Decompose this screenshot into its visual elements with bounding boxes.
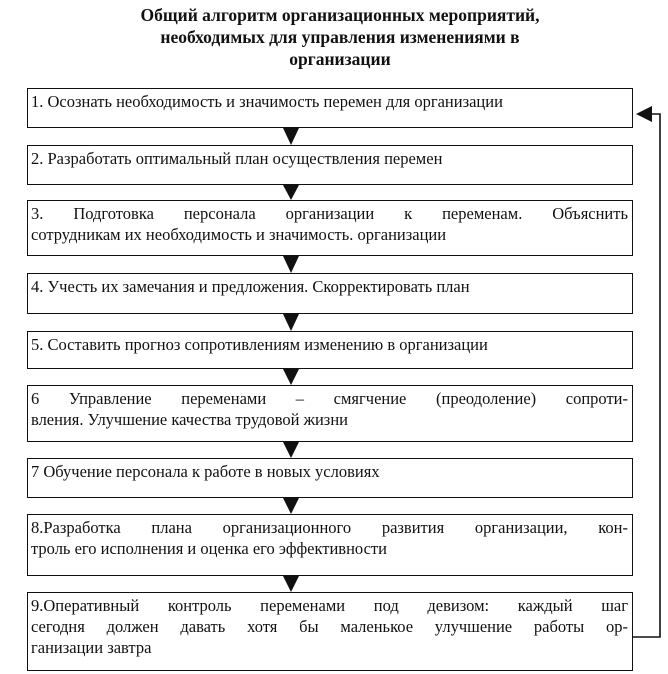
step-3-line-1: 3. Подготовка персонала организации к переменам. Объяснить <box>31 204 628 223</box>
feedback-loop <box>633 114 660 637</box>
step-8-line-1: 8.Разработка плана организационного развития организации, кон- <box>31 518 628 537</box>
step-9-line-1: 9.Оперативный контроль переменами под девизом: каждый шаг <box>31 596 628 615</box>
step-box-7 <box>27 458 633 498</box>
feedback-arrowhead <box>636 106 652 122</box>
step-box-9 <box>27 592 633 671</box>
step-8-line-2: троль его исполнения и оценка его эффективности <box>31 539 387 558</box>
step-2-line-1: 2. Разработать оптимальный план осуществления перемен <box>31 149 443 168</box>
step-box-3 <box>27 200 633 256</box>
title-line-2: необходимых для управления изменениями в <box>160 27 520 47</box>
arrow-3-4 <box>283 256 299 273</box>
step-box-4 <box>27 273 633 314</box>
step-box-6 <box>27 385 633 442</box>
arrow-1-2 <box>283 128 299 145</box>
step-4-line-1: 4. Учесть их замечания и предложения. Скорректировать план <box>31 277 470 296</box>
step-5-line-1: 5. Составить прогноз сопротивлениям изменению в организации <box>31 335 488 354</box>
arrow-4-5 <box>283 314 299 331</box>
step-box-5 <box>27 331 633 369</box>
arrow-2-3 <box>283 185 299 200</box>
step-1-line-1: 1. Осознать необходимость и значимость перемен для организации <box>31 92 503 111</box>
title-line-1: Общий алгоритм организационных мероприятий, <box>140 5 540 25</box>
step-6-line-1: 6 Управление переменами – смягчение (преодоление) сопроти- <box>31 389 628 408</box>
step-box-1 <box>27 88 633 128</box>
step-9-line-3: ганизации завтра <box>31 638 152 657</box>
arrow-6-7 <box>283 442 299 458</box>
step-3-line-2: сотрудникам их необходимость и значимость. организации <box>31 225 447 244</box>
step-7-line-1: 7 Обучение персонала к работе в новых условиях <box>31 462 380 481</box>
step-box-8 <box>27 514 633 576</box>
title-line-3: организации <box>289 49 391 69</box>
arrow-5-6 <box>283 369 299 385</box>
arrow-8-9 <box>283 576 299 592</box>
step-box-2 <box>27 145 633 185</box>
step-9-line-2: сегодня должен давать хотя бы маленькое улучшение работы ор- <box>31 617 628 636</box>
step-6-line-2: вления. Улучшение качества трудовой жизни <box>31 410 348 429</box>
diagram-title <box>60 4 620 70</box>
arrow-7-8 <box>283 498 299 514</box>
